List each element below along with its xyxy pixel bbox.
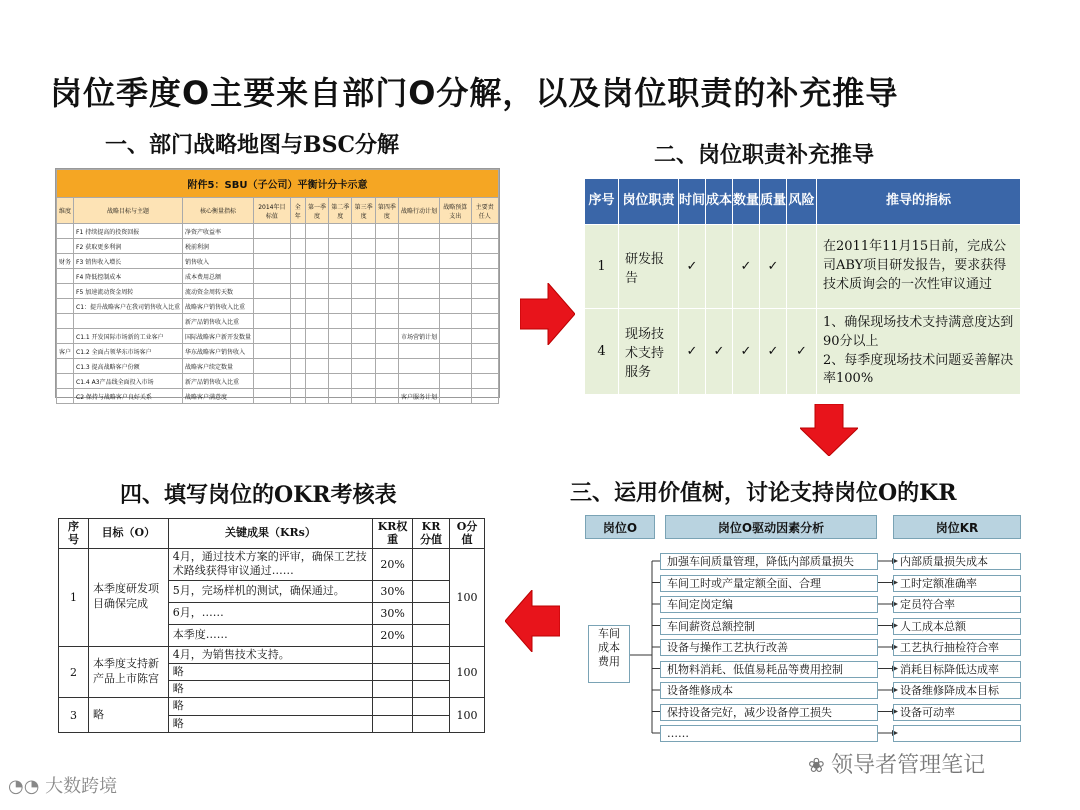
check-time: ✓	[679, 309, 706, 395]
bsc-plan	[399, 359, 440, 374]
check-quality: ✓	[760, 225, 787, 309]
bsc-value-cell	[329, 329, 352, 344]
bsc-col-header: 2014年目标值	[254, 198, 291, 224]
tree-kr: 工艺执行抽检符合率	[893, 639, 1021, 656]
section4-title: 四、填写岗位的OKR考核表	[120, 482, 397, 508]
bsc-value-cell	[290, 314, 305, 329]
bsc-budget	[440, 344, 472, 359]
bsc-value-cell	[352, 284, 375, 299]
bsc-goal: F4 降低控制成本	[74, 269, 183, 284]
col-header-weight: KR权重	[373, 519, 413, 549]
bsc-dim-cell	[57, 374, 74, 389]
bsc-row	[57, 374, 499, 389]
bsc-col-header: 核心衡量指标	[183, 198, 254, 224]
col-header-no: 序号	[59, 519, 89, 549]
table-row	[59, 549, 485, 581]
bsc-owner	[471, 269, 498, 284]
okr-no: 1	[59, 549, 89, 647]
bsc-row	[57, 389, 499, 404]
bsc-value-cell	[290, 344, 305, 359]
bsc-dim-cell	[57, 359, 74, 374]
okr-table	[58, 518, 485, 733]
okr-kr-text: 4月，为销售技术支持。	[168, 646, 372, 663]
section2-title: 二、岗位职责补充推导	[654, 142, 875, 168]
bsc-value-cell	[254, 224, 291, 239]
bsc-value-cell	[375, 344, 398, 359]
bsc-caption: 附件5：SBU（子公司）平衡计分卡示意	[57, 170, 499, 198]
bsc-value-cell	[329, 314, 352, 329]
bsc-dim-cell: 客户	[57, 344, 74, 359]
tree-kr: 设备可动率	[893, 704, 1021, 721]
bsc-dim-cell	[57, 314, 74, 329]
section3-title: 三、运用价值树，讨论支持岗位O的KR	[570, 480, 957, 506]
tree-kr: 设备维修降成本目标	[893, 682, 1021, 699]
bsc-value-cell	[305, 389, 328, 404]
table-row	[585, 225, 1021, 309]
okr-kr-score	[413, 580, 450, 602]
bsc-value-cell	[352, 314, 375, 329]
col-header-indicator: 推导的指标	[817, 179, 1021, 225]
bsc-value-cell	[329, 239, 352, 254]
bsc-plan: 客户服务计划	[399, 389, 440, 404]
bsc-budget	[440, 254, 472, 269]
bsc-plan	[399, 254, 440, 269]
bsc-value-cell	[329, 374, 352, 389]
bsc-measure: 战略客户续定数量	[183, 359, 254, 374]
okr-kr-text: 5月，完场样机的测试，确保通过。	[168, 580, 372, 602]
bsc-dim-cell	[57, 239, 74, 254]
bsc-value-cell	[254, 254, 291, 269]
bsc-value-cell	[352, 389, 375, 404]
col-header-objective: 目标（O）	[88, 519, 168, 549]
bsc-value-cell	[290, 269, 305, 284]
okr-kr-score	[413, 663, 450, 680]
check-cost	[706, 225, 733, 309]
bsc-dim-cell: 财务	[57, 254, 74, 269]
bsc-col-header: 战略行动计划	[399, 198, 440, 224]
col-header-quality: 质量	[760, 179, 787, 225]
bsc-col-header: 战略预算支出	[440, 198, 472, 224]
bsc-plan	[399, 299, 440, 314]
bsc-dim-cell	[57, 224, 74, 239]
bsc-budget	[440, 329, 472, 344]
bsc-budget	[440, 314, 472, 329]
bsc-value-cell	[254, 269, 291, 284]
tree-driver: 保持设备完好，减少设备停工损失	[660, 704, 878, 721]
bsc-measure: 战略客户满意度	[183, 389, 254, 404]
bsc-value-cell	[290, 329, 305, 344]
bsc-goal	[74, 314, 183, 329]
bsc-measure: 战略客户销售收入比重	[183, 299, 254, 314]
bsc-owner	[471, 314, 498, 329]
bsc-col-header: 维度	[57, 198, 74, 224]
okr-kr-score	[413, 624, 450, 646]
bsc-goal: C1.4 A3产品线全面投入市场	[74, 374, 183, 389]
bsc-row	[57, 344, 499, 359]
bsc-value-cell	[254, 284, 291, 299]
bsc-budget	[440, 374, 472, 389]
bsc-value-cell	[290, 284, 305, 299]
bsc-plan	[399, 239, 440, 254]
arrow-left-icon	[505, 590, 560, 652]
tree-header-drivers: 岗位O驱动因素分析	[665, 515, 877, 539]
okr-kr-score	[413, 646, 450, 663]
row-no: 1	[585, 225, 619, 309]
tree-driver: 设备与操作工艺执行改善	[660, 639, 878, 656]
check-cost: ✓	[706, 309, 733, 395]
bsc-col-header: 全年	[290, 198, 305, 224]
bsc-value-cell	[375, 269, 398, 284]
okr-kr-text: 略	[168, 663, 372, 680]
tree-driver: 车间定岗定编	[660, 596, 878, 613]
okr-kr-weight	[373, 646, 413, 663]
bsc-dim-cell	[57, 389, 74, 404]
bsc-col-header: 第二季度	[329, 198, 352, 224]
bsc-value-cell	[329, 359, 352, 374]
bsc-owner	[471, 224, 498, 239]
row-duty: 现场技术支持服务	[619, 309, 679, 395]
bsc-value-cell	[254, 299, 291, 314]
page-title: 岗位季度O主要来自部门O分解，以及岗位职责的补充推导	[50, 74, 899, 112]
bsc-value-cell	[329, 269, 352, 284]
arrow-down-icon	[800, 404, 858, 456]
tree-driver: 机物料消耗、低值易耗品等费用控制	[660, 661, 878, 678]
bsc-plan	[399, 314, 440, 329]
okr-no: 3	[59, 698, 89, 733]
bsc-goal: F3 销售收入增长	[74, 254, 183, 269]
bsc-budget	[440, 269, 472, 284]
bsc-budget	[440, 359, 472, 374]
bsc-value-cell	[375, 224, 398, 239]
okr-kr-weight	[373, 663, 413, 680]
okr-kr-weight	[373, 698, 413, 715]
wechat-icon: ❀	[808, 753, 832, 777]
bsc-row	[57, 359, 499, 374]
okr-objective: 本季度支持新产品上市陈宫	[88, 646, 168, 698]
okr-o-score: 100	[450, 549, 485, 647]
okr-kr-weight: 30%	[373, 580, 413, 602]
bsc-value-cell	[352, 224, 375, 239]
bsc-owner	[471, 374, 498, 389]
check-quality: ✓	[760, 309, 787, 395]
bsc-goal: C1：提升战略客户在我司销售收入比重	[74, 299, 183, 314]
tree-kr	[893, 725, 1021, 742]
bsc-value-cell	[305, 329, 328, 344]
okr-kr-weight: 30%	[373, 602, 413, 624]
tree-kr: 人工成本总额	[893, 618, 1021, 635]
bsc-measure: 华东战略客户销售收入	[183, 344, 254, 359]
bsc-col-header: 第三季度	[352, 198, 375, 224]
bsc-col-header: 第一季度	[305, 198, 328, 224]
bsc-value-cell	[352, 239, 375, 254]
bsc-budget	[440, 284, 472, 299]
duty-derivation-table	[584, 178, 1021, 395]
okr-kr-text: 6月，……	[168, 602, 372, 624]
col-header-kr-score: KR分值	[413, 519, 450, 549]
bsc-value-cell	[254, 359, 291, 374]
bsc-value-cell	[305, 239, 328, 254]
bsc-owner	[471, 299, 498, 314]
okr-kr-score	[413, 549, 450, 581]
bsc-value-cell	[290, 254, 305, 269]
col-header-time: 时间	[679, 179, 706, 225]
bsc-row	[57, 284, 499, 299]
bsc-measure: 国际战略客户新开发数量	[183, 329, 254, 344]
row-indicator: 在2011年11月15日前，完成公司ABY项目研发报告，要求获得技术质询会的一次性审议通过	[817, 225, 1021, 309]
check-risk: ✓	[787, 309, 817, 395]
bsc-value-cell	[352, 254, 375, 269]
okr-o-score: 100	[450, 646, 485, 698]
okr-objective: 本季度研发项目确保完成	[88, 549, 168, 647]
bsc-row	[57, 239, 499, 254]
tree-driver: 车间薪资总额控制	[660, 618, 878, 635]
bsc-goal: F5 加速流动资金周转	[74, 284, 183, 299]
bsc-dim-cell	[57, 329, 74, 344]
table-row	[59, 646, 485, 663]
bsc-dim-cell	[57, 269, 74, 284]
tree-root: 车间成本费用	[588, 625, 630, 683]
tree-driver: 加强车间质量管理，降低内部质量损失	[660, 553, 878, 570]
bsc-owner	[471, 344, 498, 359]
bsc-value-cell	[305, 314, 328, 329]
okr-kr-weight	[373, 715, 413, 732]
bsc-goal: F2 获取更多利润	[74, 239, 183, 254]
bsc-value-cell	[305, 254, 328, 269]
bsc-value-cell	[254, 374, 291, 389]
bsc-value-cell	[290, 359, 305, 374]
col-header-no: 序号	[585, 179, 619, 225]
bsc-value-cell	[290, 239, 305, 254]
bsc-value-cell	[375, 329, 398, 344]
bsc-value-cell	[305, 269, 328, 284]
tree-driver: ……	[660, 725, 878, 742]
bsc-value-cell	[254, 389, 291, 404]
bsc-value-cell	[329, 224, 352, 239]
check-qty: ✓	[733, 309, 760, 395]
bsc-value-cell	[375, 284, 398, 299]
bsc-value-cell	[329, 344, 352, 359]
check-time: ✓	[679, 225, 706, 309]
bsc-owner	[471, 359, 498, 374]
tree-kr: 定员符合率	[893, 596, 1021, 613]
bsc-value-cell	[329, 254, 352, 269]
bsc-value-cell	[329, 389, 352, 404]
bsc-measure: 新产品销售收入比重	[183, 374, 254, 389]
bsc-row	[57, 254, 499, 269]
okr-objective: 略	[88, 698, 168, 733]
bsc-value-cell	[305, 359, 328, 374]
col-header-o-score: O分值	[450, 519, 485, 549]
tree-header-o: 岗位O	[585, 515, 655, 539]
bsc-value-cell	[352, 329, 375, 344]
bsc-measure: 净资产收益率	[183, 224, 254, 239]
bsc-value-cell	[352, 359, 375, 374]
col-header-qty: 数量	[733, 179, 760, 225]
bsc-value-cell	[305, 299, 328, 314]
col-header-krs: 关键成果（KRs）	[168, 519, 372, 549]
bsc-col-header: 战略目标与主题	[74, 198, 183, 224]
tree-driver: 车间工时或产量定额全面、合理	[660, 575, 878, 592]
check-risk	[787, 225, 817, 309]
okr-kr-text: 略	[168, 715, 372, 732]
bsc-value-cell	[375, 254, 398, 269]
bsc-row	[57, 269, 499, 284]
watermark-right: ❀ 领导者管理笔记	[808, 753, 986, 778]
bsc-table	[56, 169, 499, 404]
okr-no: 2	[59, 646, 89, 698]
table-row	[585, 309, 1021, 395]
bsc-budget	[440, 389, 472, 404]
bsc-plan	[399, 224, 440, 239]
okr-kr-weight: 20%	[373, 549, 413, 581]
bsc-owner	[471, 389, 498, 404]
bsc-value-cell	[352, 344, 375, 359]
bsc-value-cell	[375, 299, 398, 314]
bsc-value-cell	[375, 359, 398, 374]
bsc-budget	[440, 239, 472, 254]
bsc-measure: 成本费用总额	[183, 269, 254, 284]
bsc-value-cell	[329, 284, 352, 299]
bsc-goal: C1.3 提高战略客户份额	[74, 359, 183, 374]
bsc-measure: 新产品销售收入比重	[183, 314, 254, 329]
tree-driver: 设备维修成本	[660, 682, 878, 699]
bsc-plan	[399, 374, 440, 389]
okr-kr-text: 4月，通过技术方案的评审，确保工艺技术路线获得审议通过……	[168, 549, 372, 581]
bsc-table-image	[55, 168, 500, 401]
bsc-plan: 市场营销计划	[399, 329, 440, 344]
bsc-goal: C1.2 全面占领华东市场客户	[74, 344, 183, 359]
bsc-value-cell	[305, 284, 328, 299]
logo-icon: ◔◔	[8, 776, 46, 797]
bsc-measure: 流动资金周转天数	[183, 284, 254, 299]
bsc-value-cell	[352, 299, 375, 314]
col-header-risk: 风险	[787, 179, 817, 225]
table-row	[59, 698, 485, 715]
watermark-left: ◔◔ 大数跨境	[8, 776, 118, 797]
tree-header-kr: 岗位KR	[893, 515, 1021, 539]
bsc-value-cell	[254, 239, 291, 254]
bsc-dim-cell	[57, 299, 74, 314]
okr-kr-text: 略	[168, 698, 372, 715]
okr-kr-weight: 20%	[373, 624, 413, 646]
bsc-value-cell	[290, 224, 305, 239]
bsc-value-cell	[352, 269, 375, 284]
tree-kr: 工时定额准确率	[893, 575, 1021, 592]
bsc-value-cell	[254, 329, 291, 344]
col-header-duty: 岗位职责	[619, 179, 679, 225]
okr-o-score: 100	[450, 698, 485, 733]
bsc-goal: C2 保持与战略客户良好关系	[74, 389, 183, 404]
arrow-right-icon	[520, 283, 575, 345]
okr-kr-score	[413, 681, 450, 698]
tree-kr: 内部质量损失成本	[893, 553, 1021, 570]
bsc-value-cell	[329, 299, 352, 314]
bsc-value-cell	[352, 374, 375, 389]
bsc-value-cell	[305, 344, 328, 359]
okr-kr-score	[413, 698, 450, 715]
bsc-row	[57, 299, 499, 314]
bsc-plan	[399, 344, 440, 359]
okr-kr-score	[413, 715, 450, 732]
bsc-col-header: 主要责任人	[471, 198, 498, 224]
check-qty: ✓	[733, 225, 760, 309]
bsc-value-cell	[290, 299, 305, 314]
bsc-measure: 税前利润	[183, 239, 254, 254]
col-header-cost: 成本	[706, 179, 733, 225]
bsc-plan	[399, 284, 440, 299]
bsc-row	[57, 314, 499, 329]
bsc-row	[57, 329, 499, 344]
okr-kr-text: 本季度……	[168, 624, 372, 646]
okr-kr-score	[413, 602, 450, 624]
bsc-value-cell	[305, 374, 328, 389]
bsc-owner	[471, 254, 498, 269]
bsc-value-cell	[375, 374, 398, 389]
bsc-value-cell	[290, 389, 305, 404]
bsc-value-cell	[375, 239, 398, 254]
section1-title: 一、部门战略地图与BSC分解	[105, 132, 399, 158]
bsc-value-cell	[254, 344, 291, 359]
bsc-value-cell	[290, 374, 305, 389]
bsc-value-cell	[305, 224, 328, 239]
bsc-value-cell	[254, 314, 291, 329]
bsc-goal: F1 持续提高的投资回报	[74, 224, 183, 239]
bsc-owner	[471, 239, 498, 254]
bsc-col-header: 第四季度	[375, 198, 398, 224]
bsc-budget	[440, 224, 472, 239]
row-duty: 研发报告	[619, 225, 679, 309]
row-no: 4	[585, 309, 619, 395]
okr-kr-weight	[373, 681, 413, 698]
bsc-budget	[440, 299, 472, 314]
bsc-row	[57, 224, 499, 239]
row-indicator: 1、确保现场技术支持满意度达到90分以上 2、每季度现场技术问题妥善解决率100%	[817, 309, 1021, 395]
bsc-measure: 销售收入	[183, 254, 254, 269]
bsc-plan	[399, 269, 440, 284]
bsc-owner	[471, 329, 498, 344]
bsc-value-cell	[375, 389, 398, 404]
bsc-goal: C1.1 开发国际市场新的工业客户	[74, 329, 183, 344]
bsc-owner	[471, 284, 498, 299]
okr-kr-text: 略	[168, 681, 372, 698]
bsc-value-cell	[375, 314, 398, 329]
tree-kr: 消耗目标降低达成率	[893, 661, 1021, 678]
bsc-dim-cell	[57, 284, 74, 299]
